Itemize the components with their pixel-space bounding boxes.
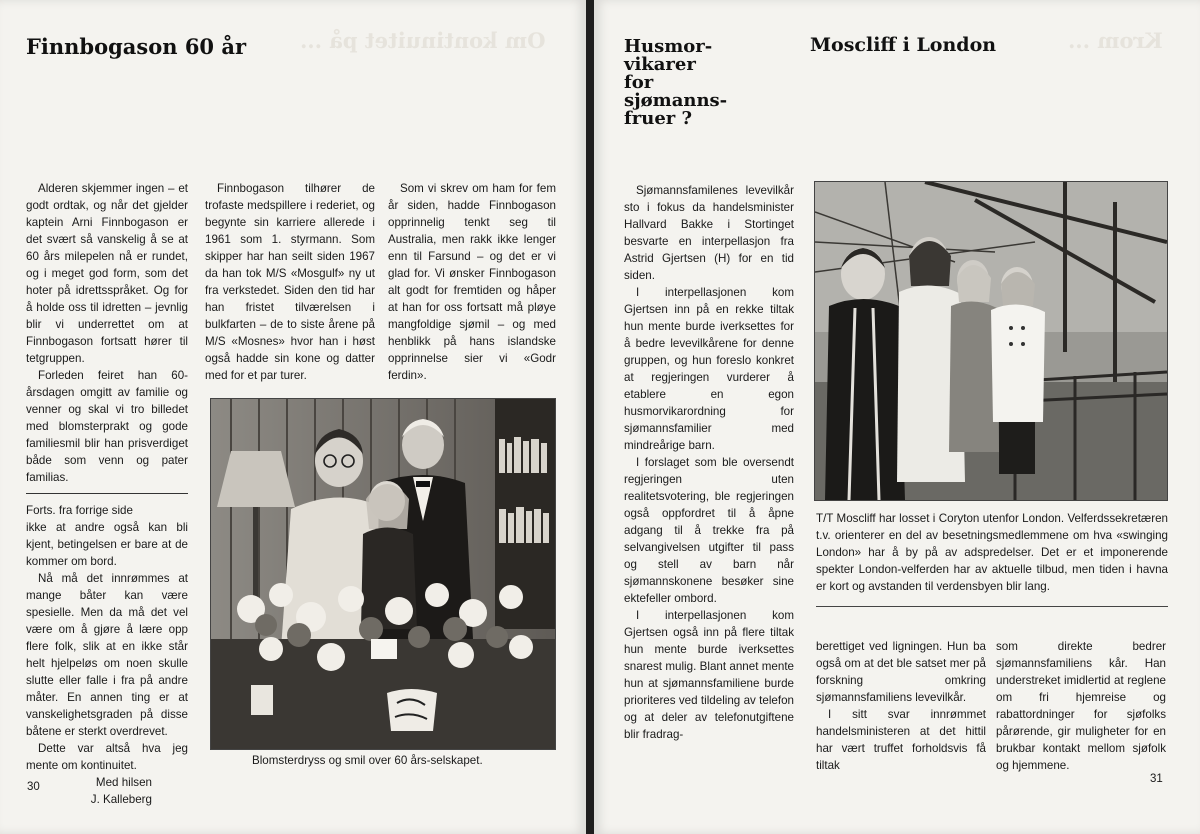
paragraph: Finnbogason tilhører de trofaste medspillere i rederiet, og begynte sin karriere allerede i 1961 som 1. styrmann. Som skipper har han seilt siden 1967 da han tok M/S «Mosgulf» ny ut fra verkstedet. Siden den tid har han fristet tilværelsen i bulkfarten – de to siste årene på M/S «Mosnes» hvor han i høst også hadde sin kone og datter med for et par turer.: [205, 182, 375, 382]
left-page: [0, 0, 586, 834]
headline-finnbogason: Finnbogason 60 år: [26, 34, 247, 59]
birthday-photo: [210, 398, 556, 750]
left-column-3: [388, 180, 556, 384]
birthday-photo-image: [211, 399, 555, 749]
continued-label: Forts. fra forrige side: [26, 504, 133, 517]
moscliff-photo-caption: T/T Moscliff har losset i Coryton utenfor London. Velferdssekretæren t.v. orienterer en del av besetningsmedlemmene om hva «swinging London» har å by på av adspredelser. Det er et imponerende spekter London-velferden har av aktuelle tilbud, men tiden i havna er kort og avstanden til verdensbyen blir lang.: [816, 512, 1168, 593]
paragraph: I interpellasjonen kom Gjertsen også inn på flere tiltak hun mente burde iverksettes snarest mulig. Blant annet mente hun at sjømannsfamiliene burde prioriteres ved tildeling av telefon og at deler av telefonutgiftene blir fradrag-: [624, 609, 794, 741]
right-page: [594, 0, 1200, 834]
paragraph: som direkte bedrer sjømannsfamiliens kår. Han understreket imidlertid at reglene om fri hjemreise og rabattordninger for sjøfolks pårørende, gir muligheter for en brukbar kontakt mellom sjøfolk og hjemmene.: [996, 640, 1166, 772]
bleed-through-heading: Krom ...: [1068, 28, 1163, 53]
moscliff-crew-photo: [814, 181, 1168, 501]
signature-name: J. Kalleberg: [90, 793, 152, 806]
right-column-2: [816, 638, 986, 774]
page-number-left: 30: [27, 781, 40, 793]
section-divider: [816, 606, 1168, 607]
paragraph: I sitt svar innrømmet handelsministeren at det hittil har vært truffet forholdsvis få tiltak: [816, 708, 986, 772]
left-column-1: [26, 180, 188, 808]
headline-moscliff: Moscliff i London: [810, 34, 997, 56]
left-column-2: [205, 180, 375, 384]
birthday-photo-caption: Blomsterdryss og smil over 60 års-selskapet.: [252, 754, 483, 767]
paragraph: Sjømannsfamilenes levevilkår sto i fokus da handelsminister Hallvard Bakke i Stortinget besvarte en interpellasjon fra Astrid Gjertsen (H) for en tid siden.: [624, 184, 794, 282]
paragraph: Forleden feiret han 60-årsdagen omgitt av familie og venner og skal vi tro billedet med blomsterprakt og gode familiesmil blir han prisverdiget både som venn og pater familias.: [26, 369, 188, 484]
paragraph: I forslaget som ble oversendt regjeringen uten realitetsvotering, ble regjeringen også oppfordret til å åpne adgang til å trekke fra på selvangivelsen utgifter til pass og stell av barn når sjømannskonene besøker sine ektefeller ombord.: [624, 456, 794, 605]
headline-husmorvikarer: Husmor- vikarer for sjømanns- fruer ?: [624, 36, 728, 129]
paragraph: Dette var altså hva jeg mente om kontinuitet.: [26, 742, 188, 772]
right-column-1: [624, 182, 794, 743]
divider: [26, 493, 188, 494]
paragraph: ikke at andre også kan bli kjent, betingelsen er bare at de kommer om bord.: [26, 521, 188, 568]
paragraph: Alderen skjemmer ingen – et godt ordtak, og når det gjelder kaptein Arni Finnbogason er det svært så vanskelig å se at 60 års milepelen nå er rundet, og i meget god form, som det hoter på idrettsspråket. Og for å holde oss til idretten – jevnlig blir vi underrettet om at Finnbogason fortsatt hører til tetgruppen.: [26, 182, 188, 365]
signature-greeting: Med hilsen: [95, 776, 152, 789]
paragraph: Nå må det innrømmes at mange båter kan være spesielle. Men da må det vel være om å gjøre å lære opp flere folk, slik at en ikke står helt hjelpeløs om noen skulle slutte eller falle i fra på andre måter. En annen ting er at vanskelighetsgraden på disse båtene er sterkt overdrevet.: [26, 572, 188, 738]
paragraph: Som vi skrev om ham for fem år siden, hadde Finnbogason opprinnelig tenkt seg til Australia, men rakk ikke lenger enn til Farsund – og det er vi glad for. Vi ønsker Finnbogason alt godt for fremtiden og håper at han for oss fortsatt må pløye mangfoldige sjømil – og med henblikk på hans islandske opprinnelse sier vi «Godr ferdin».: [388, 182, 556, 382]
right-column-3: [996, 638, 1166, 774]
bleed-through-heading: Om kontinuitet på ...: [300, 28, 546, 53]
paragraph: berettiget ved ligningen. Hun ba også om at det ble satset mer på forskning omkring sjømannsfamiliens levevilkår.: [816, 640, 986, 704]
moscliff-crew-photo-image: [815, 182, 1167, 500]
paragraph: I interpellasjonen kom Gjertsen inn på en rekke tiltak hun mente burde iverksettes for å bedre levevilkårene for denne gruppen, og hun foreslo konkret at regjeringen vurderer å etablere en egon husmorvikarordning for sjømannsfamilier med mindreårige barn.: [624, 286, 794, 452]
page-number-right: 31: [1150, 773, 1163, 785]
